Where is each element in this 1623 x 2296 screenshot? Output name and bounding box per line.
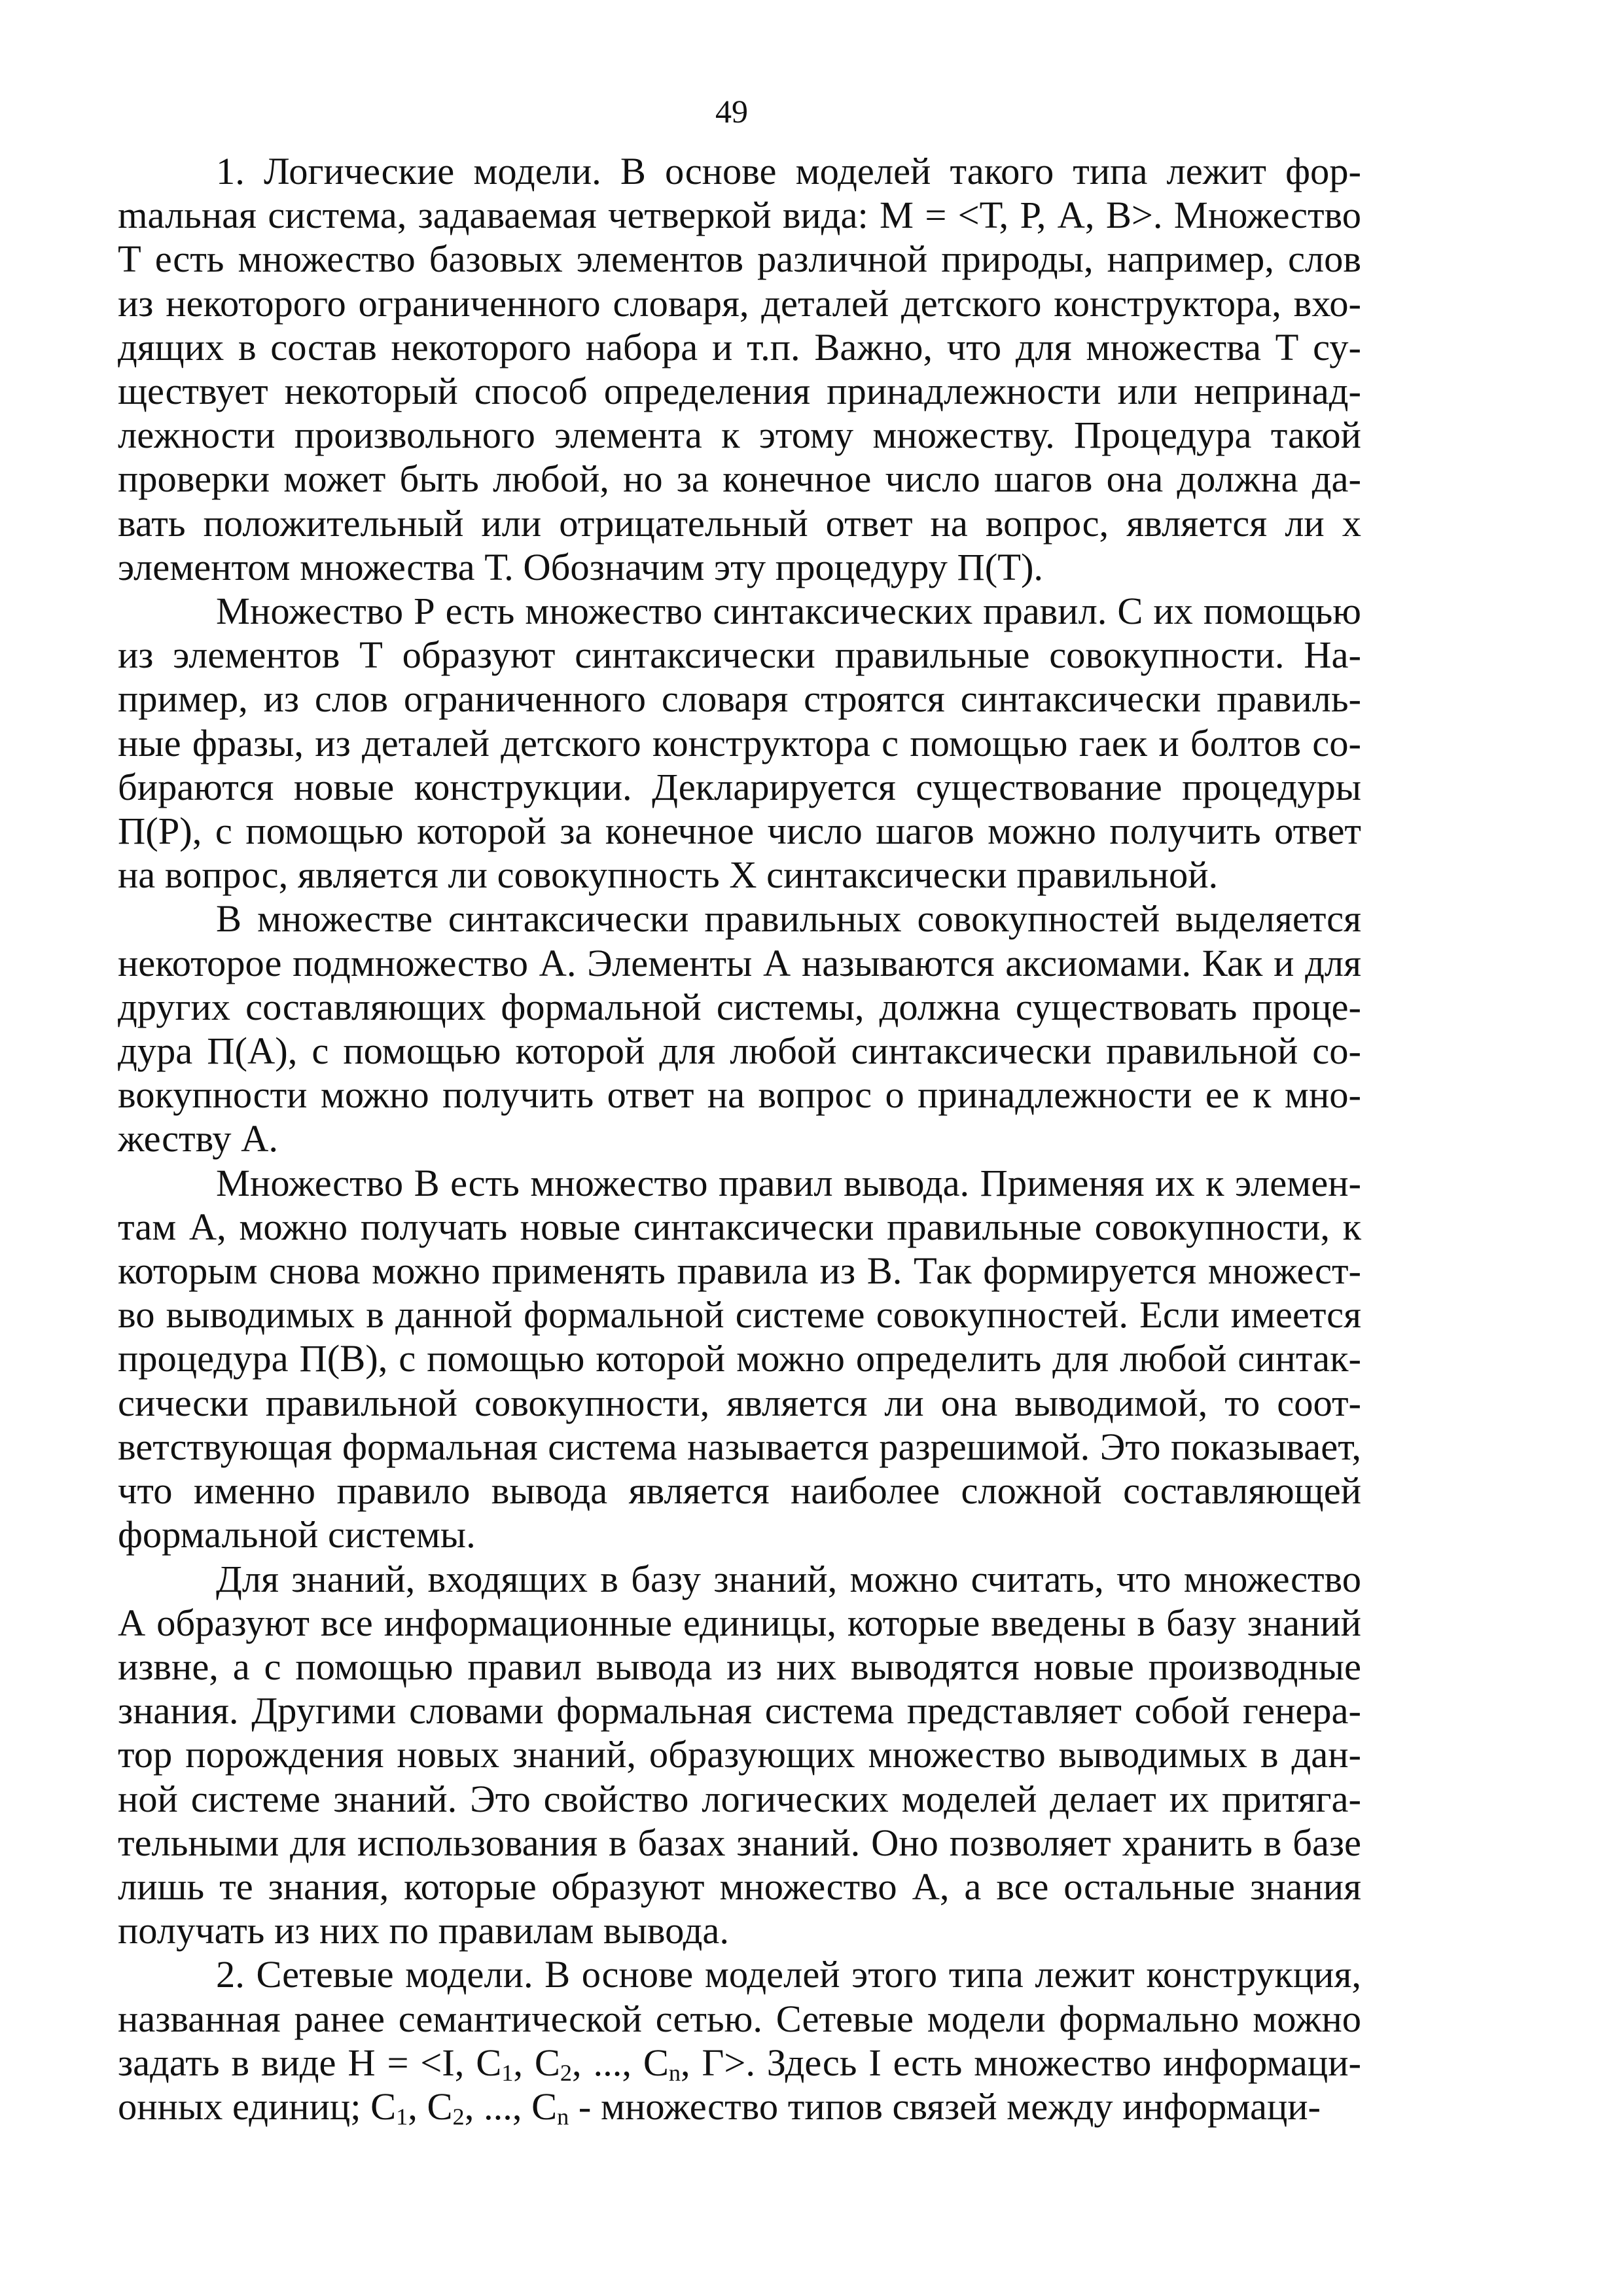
subscript: 1 — [396, 2103, 408, 2130]
page-number: 49 — [715, 93, 748, 130]
text-run: 2. Сетевые модели. В основе моделей этого типа лежит конструкция, названная ранее семантической сетью. Сетевые модели формально можно задать в виде Н = <I, С — [118, 1953, 1361, 2084]
body-text — [118, 149, 1361, 2128]
paragraph-knowledge-base: Для знаний, входящих в базу знаний, можно считать, что множество А образуют все информационные единицы, которые введены в базу знаний извне, а с помощью правил вывода из них выводятся новые производные знания. Другими словами формальная система представляет собой генератор порождения новых знаний, образующих множество выводимых в данной системе знаний. Это свойство логических моделей делает их притягательными для использования в базах знаний. Оно позволяет хранить в базе лишь те знания, которые образуют множество А, а все остальные знания получать из них по правилам вывода. — [118, 1557, 1361, 1952]
text-run: , Г>. Здесь I есть множество информационных единиц; С — [118, 2041, 1361, 2128]
subscript: 2 — [452, 2103, 465, 2130]
text-run: - множество типов связей между информаци- — [569, 2085, 1321, 2128]
subscript: n — [668, 2059, 681, 2086]
text-run: , С — [513, 2041, 560, 2084]
paragraph-set-b: Множество В есть множество правил вывода. Применяя их к элементам А, можно получать новые синтаксически правильные совокупности, к которым снова можно применять правила из В. Так формируется множество выводимых в данной формальной системе совокупностей. Если имеется процедура П(В), с помощью которой можно определить для любой синтаксически правильной совокупности, является ли она выводимой, то соответствующая формальная система называется разрешимой. Это показывает, что именно правило вывода является наиболее сложной составляющей формальной системы. — [118, 1161, 1361, 1556]
paragraph-set-p: Множество Р есть множество синтаксических правил. С их помощью из элементов Т образуют синтаксически правильные совокупности. Например, из слов ограниченного словаря строятся синтаксически правильные фразы, из деталей детского конструктора с помощью гаек и болтов собираются новые конструкции. Декларируется существование процедуры П(Р), с помощью которой за конечное число шагов можно получить ответ на вопрос, является ли совокупность Х синтаксически правильной. — [118, 590, 1361, 897]
subscript: n — [557, 2103, 569, 2130]
text-run: , С — [408, 2085, 453, 2128]
paragraph-logical-models: 1. Логические модели. В основе моделей такого типа лежит форmальная система, задаваемая четверкой вида: М = <Т, Р, А, В>. Множество Т есть множество базовых элементов различной природы, например, слов из некоторого ограниченного словаря, деталей детского конструктора, входящих в состав некоторого набора и т.п. Важно, что для множества Т существует некоторый способ определения принадлежности или непринадлежности произвольного элемента к этому множеству. Процедура такой проверки может быть любой, но за конечное число шагов она должна давать положительный или отрицательный ответ на вопрос, является ли х элементом множества Т. Обозначим эту процедуру П(Т). — [118, 150, 1361, 588]
subscript: 1 — [501, 2059, 514, 2086]
text-run: , ..., С — [464, 2085, 558, 2128]
subscript: 2 — [560, 2059, 573, 2086]
paragraph-network-models — [118, 1952, 1361, 2128]
paragraph-set-a: В множестве синтаксически правильных совокупностей выделяется некоторое подмножество А. Элементы А называются аксиомами. Как и для других составляющих формальной системы, должна существовать процедура П(А), с помощью которой для любой синтаксически правильной совокупности можно получить ответ на вопрос о принадлежности ее к множеству А. — [118, 897, 1361, 1160]
text-run: , ..., С — [572, 2041, 669, 2084]
